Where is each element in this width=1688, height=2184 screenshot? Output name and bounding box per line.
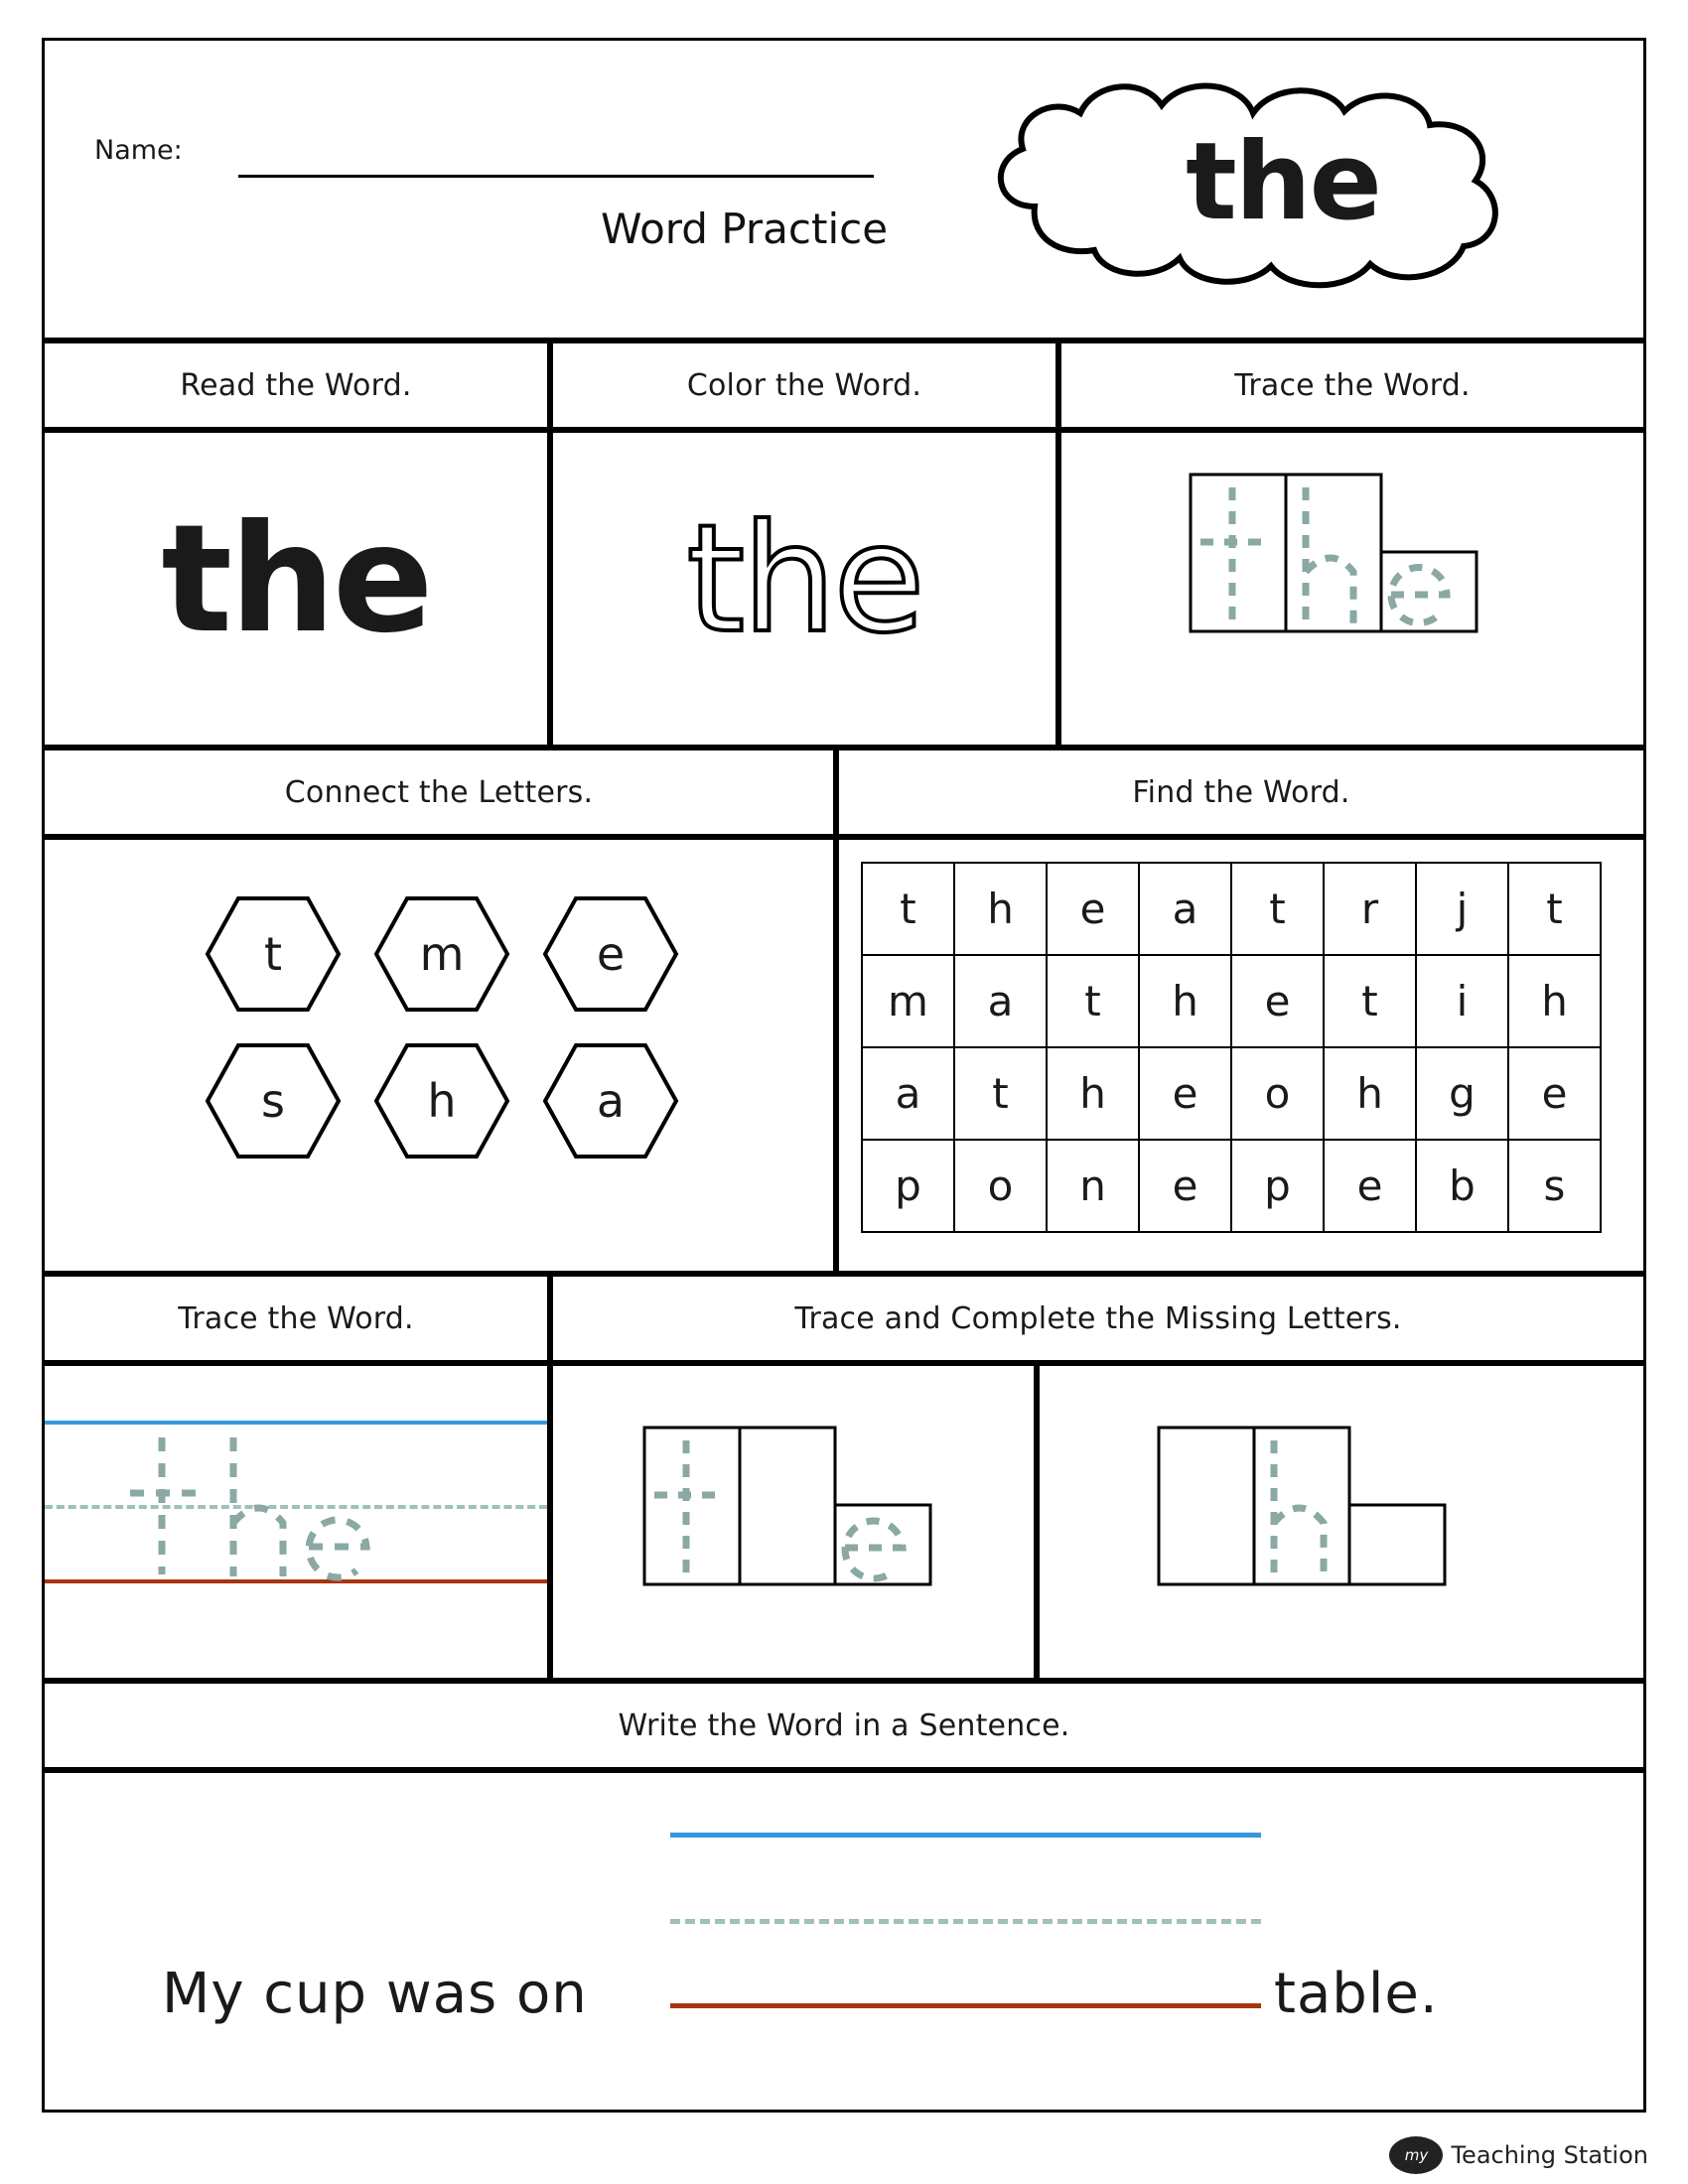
word-search-cell[interactable]: t [862, 863, 954, 955]
missing-letters-box-1[interactable] [553, 1366, 1034, 1678]
word-search-cell[interactable]: h [954, 863, 1047, 955]
color-word-outline[interactable]: the [686, 493, 922, 666]
site-logo[interactable] [1389, 2136, 1648, 2174]
word-search-cell[interactable]: e [1324, 1140, 1416, 1232]
hexagon-letter[interactable] [372, 894, 511, 1014]
missing-letters-header: Trace and Complete the Missing Letters. [550, 1274, 1646, 1363]
name-input-line[interactable] [238, 175, 874, 178]
word-search-cell[interactable]: a [954, 955, 1047, 1047]
color-the-word-cell[interactable] [550, 430, 1058, 748]
hexagon-letter-label: m [419, 927, 465, 981]
sentence-rule-middle [670, 1919, 1261, 1924]
word-search-cell[interactable]: e [1231, 955, 1324, 1047]
hexagon-letter-label: a [596, 1074, 626, 1128]
word-search-cell[interactable]: t [1508, 863, 1601, 955]
missing-letters-cell-2[interactable] [1037, 1363, 1646, 1681]
word-search-cell[interactable]: a [862, 1047, 954, 1140]
write-sentence-header: Write the Word in a Sentence. [42, 1681, 1646, 1770]
write-sentence-cell[interactable] [42, 1770, 1646, 2113]
trace-the-word-cell[interactable] [1058, 430, 1646, 748]
logo-bubble: my [1389, 2136, 1443, 2174]
sentence-blank-lines[interactable] [670, 1833, 1261, 2026]
word-search-cell[interactable]: t [1324, 955, 1416, 1047]
hexagon-letter-label: s [261, 1074, 285, 1128]
word-search-cell[interactable]: s [1508, 1140, 1601, 1232]
word-search-cell[interactable]: o [954, 1140, 1047, 1232]
word-search-grid[interactable] [861, 862, 1602, 1233]
trace-word-small[interactable] [1061, 433, 1643, 745]
missing-letters-cell-1[interactable] [550, 1363, 1037, 1681]
hexagon-letter-label: t [263, 927, 283, 981]
name-label: Name: [94, 135, 183, 166]
cloud-word: the [1186, 119, 1380, 244]
word-search-cell[interactable]: a [1139, 863, 1231, 955]
word-search-cell[interactable]: e [1508, 1047, 1601, 1140]
hexagon-grid[interactable] [204, 894, 700, 1188]
hexagon-letter[interactable] [541, 894, 680, 1014]
sentence-rule-bottom [670, 2003, 1261, 2008]
hexagon-letter[interactable] [541, 1041, 680, 1160]
word-search-row [862, 955, 1601, 1047]
word-search-cell[interactable]: g [1416, 1047, 1508, 1140]
word-search-cell[interactable]: h [1508, 955, 1601, 1047]
word-search-cell[interactable]: e [1139, 1140, 1231, 1232]
sentence-rule-top [670, 1833, 1261, 1838]
find-the-word-cell[interactable] [836, 837, 1646, 1274]
worksheet-page [42, 38, 1646, 2113]
word-search-cell[interactable]: e [1047, 863, 1139, 955]
word-search-row [862, 1140, 1601, 1232]
word-search-cell[interactable]: i [1416, 955, 1508, 1047]
cloud-banner [975, 68, 1531, 296]
connect-the-letters-cell[interactable] [42, 837, 836, 1274]
word-search-cell[interactable]: h [1047, 1047, 1139, 1140]
word-search-cell[interactable]: m [862, 955, 954, 1047]
hexagon-row [204, 894, 700, 1014]
hexagon-letter-label: h [427, 1074, 457, 1128]
word-search-cell[interactable]: t [1231, 863, 1324, 955]
word-search-row [862, 1047, 1601, 1140]
trace-the-word-lined-cell[interactable] [42, 1363, 550, 1681]
word-search-cell[interactable]: t [954, 1047, 1047, 1140]
word-search-cell[interactable]: t [1047, 955, 1139, 1047]
sentence-text-before: My cup was on [162, 1962, 588, 2026]
trace-word-lined[interactable] [45, 1366, 547, 1678]
word-search-cell[interactable]: p [862, 1140, 954, 1232]
read-the-word-header: Read the Word. [42, 341, 550, 430]
hexagon-row [204, 1041, 700, 1160]
word-search-row [862, 863, 1601, 955]
hexagon-letter[interactable] [372, 1041, 511, 1160]
connect-the-letters-header: Connect the Letters. [42, 748, 836, 837]
word-search-cell[interactable]: o [1231, 1047, 1324, 1140]
read-word: the [161, 493, 431, 666]
word-search-cell[interactable]: r [1324, 863, 1416, 955]
word-search-cell[interactable]: h [1139, 955, 1231, 1047]
missing-letters-box-2[interactable] [1040, 1366, 1643, 1678]
sentence-text-after: table. [1274, 1962, 1439, 2026]
trace-the-word-lined-header: Trace the Word. [42, 1274, 550, 1363]
read-the-word-cell [42, 430, 550, 748]
word-search-cell[interactable]: j [1416, 863, 1508, 955]
find-the-word-header: Find the Word. [836, 748, 1646, 837]
word-search-cell[interactable]: e [1139, 1047, 1231, 1140]
word-search-cell[interactable]: p [1231, 1140, 1324, 1232]
word-search-cell[interactable]: n [1047, 1140, 1139, 1232]
page-title: Word Practice [601, 205, 889, 253]
hexagon-letter[interactable] [204, 1041, 343, 1160]
trace-the-word-header: Trace the Word. [1058, 341, 1646, 430]
word-search-cell[interactable]: b [1416, 1140, 1508, 1232]
word-search-cell[interactable]: h [1324, 1047, 1416, 1140]
logo-text: Teaching Station [1451, 2141, 1648, 2169]
hexagon-letter[interactable] [204, 894, 343, 1014]
hexagon-letter-label: e [596, 927, 626, 981]
color-the-word-header: Color the Word. [550, 341, 1058, 430]
